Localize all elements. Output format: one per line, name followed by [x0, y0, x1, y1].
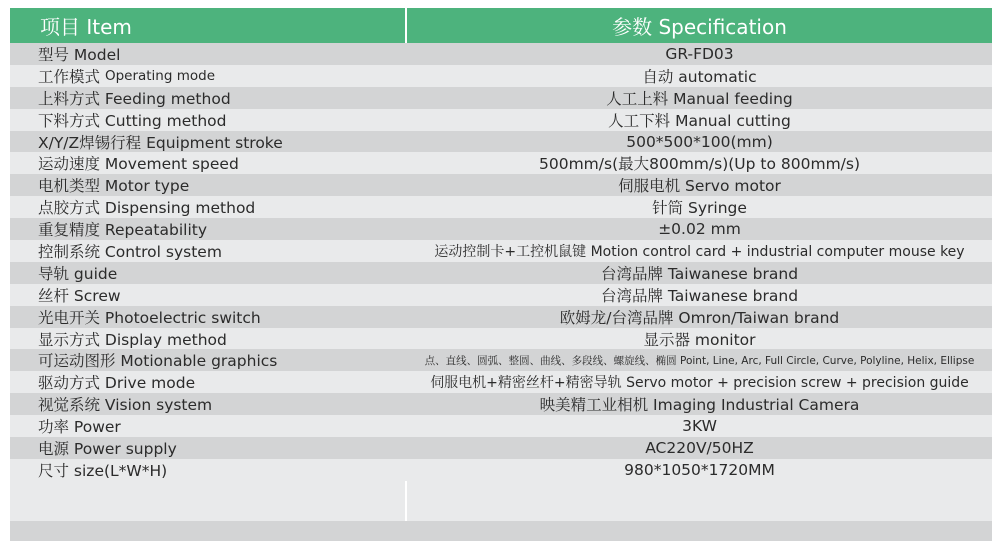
row-value: 500*500*100(mm): [626, 132, 773, 151]
row-label: 控制系统 Control system: [38, 242, 222, 261]
row-label: 视觉系统 Vision system: [38, 396, 213, 415]
row-label: X/Y/Z焊锡行程 Equipment stroke: [38, 133, 283, 152]
table-row: [10, 328, 992, 350]
row-value: ±0.02 mm: [658, 220, 741, 239]
table-row: [10, 218, 992, 240]
row-label: 型号 Model: [38, 45, 121, 64]
row-value: 点、直线、圆弧、整圆、曲线、多段线、螺旋线、椭圆 Point, Line, Arc, Full Circle, Curve, Polyline, Helix, Ellipse: [424, 354, 975, 367]
empty-cell-left: [10, 481, 405, 521]
row-label: 光电开关 Photoelectric switch: [38, 308, 261, 327]
table-row: [10, 459, 992, 481]
row-label: 电源 Power supply: [38, 439, 177, 458]
header-item: 项目 Item: [10, 8, 405, 43]
row-label: 导轨 guide: [38, 264, 118, 283]
table-footer-band: [10, 521, 992, 541]
table-row: [10, 349, 992, 371]
table-row: [10, 306, 992, 328]
row-value: 人工上料 Manual feeding: [606, 89, 793, 108]
row-value: 针筒 Syringe: [652, 199, 747, 218]
table-row: [10, 196, 992, 218]
table-row: [10, 174, 992, 196]
row-label: 功率 Power: [38, 418, 121, 437]
row-label: 运动速度 Movement speed: [38, 155, 239, 174]
row-value: 伺服电机 Servo motor: [618, 177, 781, 196]
spec-table: [10, 8, 992, 541]
table-row: [10, 262, 992, 284]
row-label: 尺寸 size(L*W*H): [38, 461, 168, 480]
row-value: 自动 automatic: [642, 67, 757, 86]
table-header: [10, 8, 992, 43]
table-empty-row: [10, 481, 992, 521]
table-row: [10, 131, 992, 153]
row-value: 映美精工业相机 Imaging Industrial Camera: [539, 396, 860, 415]
row-value: 欧姆龙/台湾品牌 Omron/Taiwan brand: [559, 308, 840, 327]
row-label: 上料方式 Feeding method: [38, 89, 231, 108]
row-label: 显示方式 Display method: [38, 330, 227, 349]
empty-cell-right: [407, 481, 992, 521]
table-row: [10, 415, 992, 437]
row-value: GR-FD03: [665, 44, 734, 63]
row-value: 显示器 monitor: [643, 330, 756, 349]
row-label: 可运动图形 Motionable graphics: [38, 352, 278, 371]
row-value: 伺服电机+精密丝杆+精密导轨 Servo motor + precision screw + precision guide: [430, 375, 969, 392]
row-value: 980*1050*1720MM: [624, 460, 775, 479]
row-label: 下料方式 Cutting method: [38, 111, 227, 130]
row-value: 台湾品牌 Taiwanese brand: [600, 264, 799, 283]
row-label: 丝杆 Screw: [38, 286, 121, 305]
table-row: [10, 109, 992, 131]
header-specification: 参数 Specification: [407, 8, 992, 43]
table-row: [10, 393, 992, 415]
table-row: [10, 284, 992, 306]
row-label-en: Operating mode: [104, 67, 216, 84]
row-value: AC220V/50HZ: [645, 438, 754, 457]
row-value: 人工下料 Manual cutting: [608, 111, 791, 130]
row-label: 点胶方式 Dispensing method: [38, 199, 256, 218]
table-row: [10, 240, 992, 262]
row-label: [10, 65, 405, 87]
row-label: 驱动方式 Drive mode: [38, 374, 196, 393]
table-row: [10, 152, 992, 174]
table-row: [10, 43, 992, 65]
row-value: 运动控制卡+工控机鼠键 Motion control card + industrial computer mouse key: [434, 243, 965, 260]
row-value: 500mm/s(最大800mm/s)(Up to 800mm/s): [538, 155, 861, 174]
table-row: [10, 437, 992, 459]
table-row: [10, 371, 992, 393]
row-label-cn: 工作模式: [38, 67, 105, 86]
row-value: 3KW: [682, 417, 717, 436]
table-row: [10, 65, 992, 87]
row-label: 电机类型 Motor type: [38, 177, 190, 196]
row-value: 台湾品牌 Taiwanese brand: [600, 286, 799, 305]
table-row: [10, 87, 992, 109]
row-label: 重复精度 Repeatability: [38, 221, 207, 240]
